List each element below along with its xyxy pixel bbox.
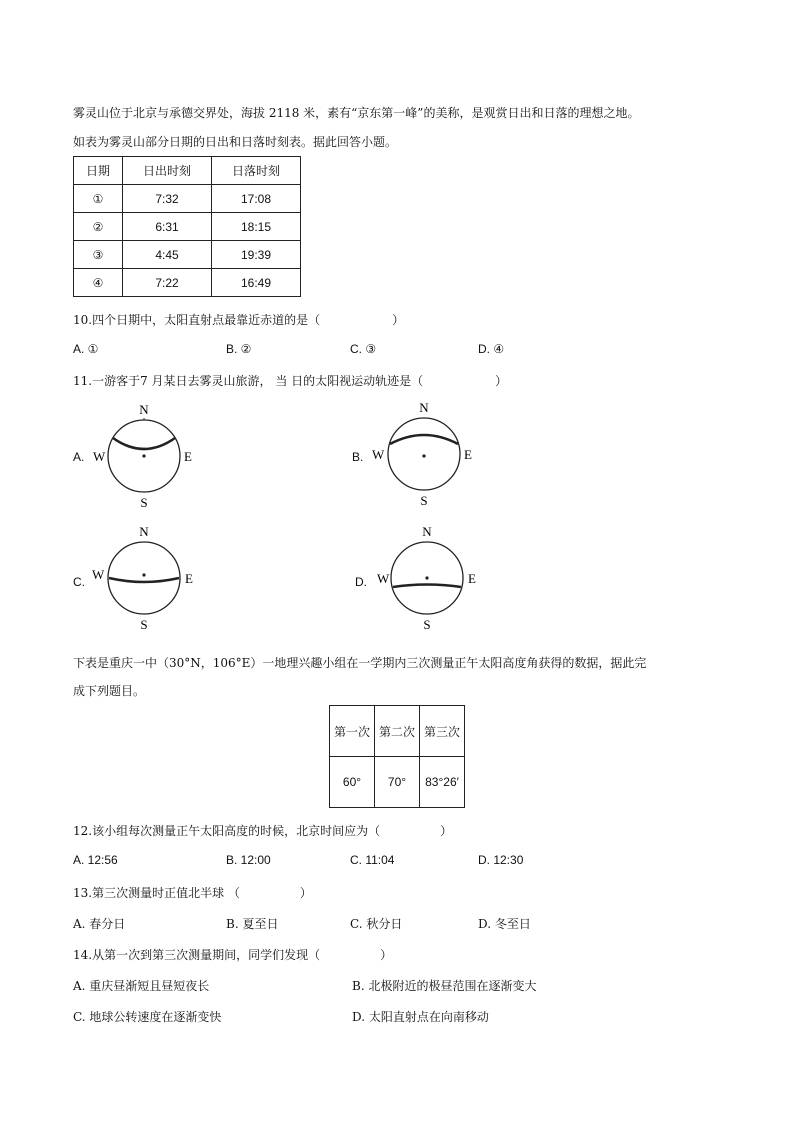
table-cell: ④ (74, 269, 123, 297)
west-label: W (92, 567, 105, 582)
north-label: N (139, 402, 149, 417)
sun-path-diagram-c[interactable] (88, 522, 200, 634)
north-label: N (139, 524, 149, 539)
table-cell: ② (74, 213, 123, 241)
q12-option-c[interactable]: C. 11:04 (350, 853, 395, 867)
q14-option-a[interactable]: A. 重庆昼渐短且昼短夜长 (73, 979, 210, 993)
q10-stem: 10.四个日期中，太阳直射点最靠近赤道的是（ ） (73, 313, 405, 327)
intro2-line-1: 下表是重庆一中（30°N，106°E）一地理兴趣小组在一学期内三次测量正午太阳高度角获得的数据，据此完 (73, 656, 647, 670)
sun-path-diagram-d[interactable] (371, 522, 483, 634)
table-header-cell: 日期 (74, 157, 123, 185)
table-header-cell: 第二次 (375, 706, 420, 757)
sun-altitude-table (329, 705, 465, 808)
sun-path-diagram-b[interactable] (368, 398, 480, 510)
table-cell: ① (74, 185, 123, 213)
sun-path-diagram-a[interactable] (88, 400, 200, 512)
table-header-row (74, 157, 301, 185)
table-header-cell: 日出时刻 (123, 157, 212, 185)
table-row (74, 185, 301, 213)
south-label: S (423, 617, 431, 632)
q10-option-b[interactable]: B. ② (226, 342, 252, 356)
intro2-line-2: 成下列题目。 (73, 684, 146, 698)
table-cell: ③ (74, 241, 123, 269)
q13-option-a[interactable]: A. 春分日 (73, 917, 126, 931)
sunrise-sunset-table (73, 156, 301, 297)
q10-option-c[interactable]: C. ③ (350, 342, 377, 356)
intro-line-1: 雾灵山位于北京与承德交界处，海拔 2118 米，素有“京东第一峰”的美称，是观赏日出和日落的理想之地。 (73, 106, 640, 120)
q11-option-c-label[interactable]: C. (73, 575, 85, 589)
q11-option-b-label[interactable]: B. (352, 450, 364, 464)
q13-stem: 13.第三次测量时正值北半球 （ ） (73, 886, 312, 900)
table-row (74, 213, 301, 241)
table-header-row (330, 706, 465, 757)
q14-stem: 14.从第一次到第三次测量期间，同学们发现（ ） (73, 948, 393, 962)
q10-option-d[interactable]: D. ④ (478, 342, 505, 356)
q11-option-d-label[interactable]: D. (355, 575, 367, 589)
table-cell: 19:39 (212, 241, 301, 269)
table-cell: 60° (330, 757, 375, 808)
table-cell: 70° (375, 757, 420, 808)
q14-option-c[interactable]: C. 地球公转速度在逐渐变快 (73, 1010, 222, 1024)
table-row (74, 269, 301, 297)
table-cell: 83°26′ (420, 757, 465, 808)
west-label: W (377, 571, 390, 586)
table-cell: 7:32 (123, 185, 212, 213)
west-label: W (93, 449, 106, 464)
intro-line-2: 如表为雾灵山部分日期的日出和日落时刻表。据此回答小题。 (73, 135, 398, 149)
east-label: E (184, 449, 192, 464)
table-header-cell: 第一次 (330, 706, 375, 757)
q12-option-a[interactable]: A. 12:56 (73, 853, 118, 867)
q11-option-a-label[interactable]: A. (73, 450, 85, 464)
q14-option-b[interactable]: B. 北极附近的极昼范围在逐渐变大 (352, 979, 537, 993)
q13-option-c[interactable]: C. 秋分日 (350, 917, 403, 931)
q10-option-a[interactable]: A. ① (73, 342, 99, 356)
south-label: S (420, 493, 428, 508)
table-cell: 6:31 (123, 213, 212, 241)
table-row (330, 757, 465, 808)
north-label: N (419, 400, 429, 415)
q11-stem: 11.一游客于7 月某日去雾灵山旅游， 当 日的太阳视运动轨迹是（ ） (73, 374, 508, 388)
table-cell: 7:22 (123, 269, 212, 297)
south-label: S (140, 495, 148, 510)
table-cell: 4:45 (123, 241, 212, 269)
north-label: N (422, 524, 432, 539)
east-label: E (185, 571, 193, 586)
east-label: E (464, 447, 472, 462)
table-row (74, 241, 301, 269)
south-label: S (140, 617, 148, 632)
table-cell: 16:49 (212, 269, 301, 297)
q12-stem: 12.该小组每次测量正午太阳高度的时候，北京时间应为（ ） (73, 824, 453, 838)
table-cell: 18:15 (212, 213, 301, 241)
table-header-cell: 第三次 (420, 706, 465, 757)
q12-option-b[interactable]: B. 12:00 (226, 853, 271, 867)
table-header-cell: 日落时刻 (212, 157, 301, 185)
east-label: E (468, 571, 476, 586)
q13-option-b[interactable]: B. 夏至日 (226, 917, 279, 931)
q12-option-d[interactable]: D. 12:30 (478, 853, 524, 867)
table-cell: 17:08 (212, 185, 301, 213)
q13-option-d[interactable]: D. 冬至日 (478, 917, 531, 931)
q14-option-d[interactable]: D. 太阳直射点在向南移动 (352, 1010, 489, 1024)
west-label: W (372, 447, 385, 462)
